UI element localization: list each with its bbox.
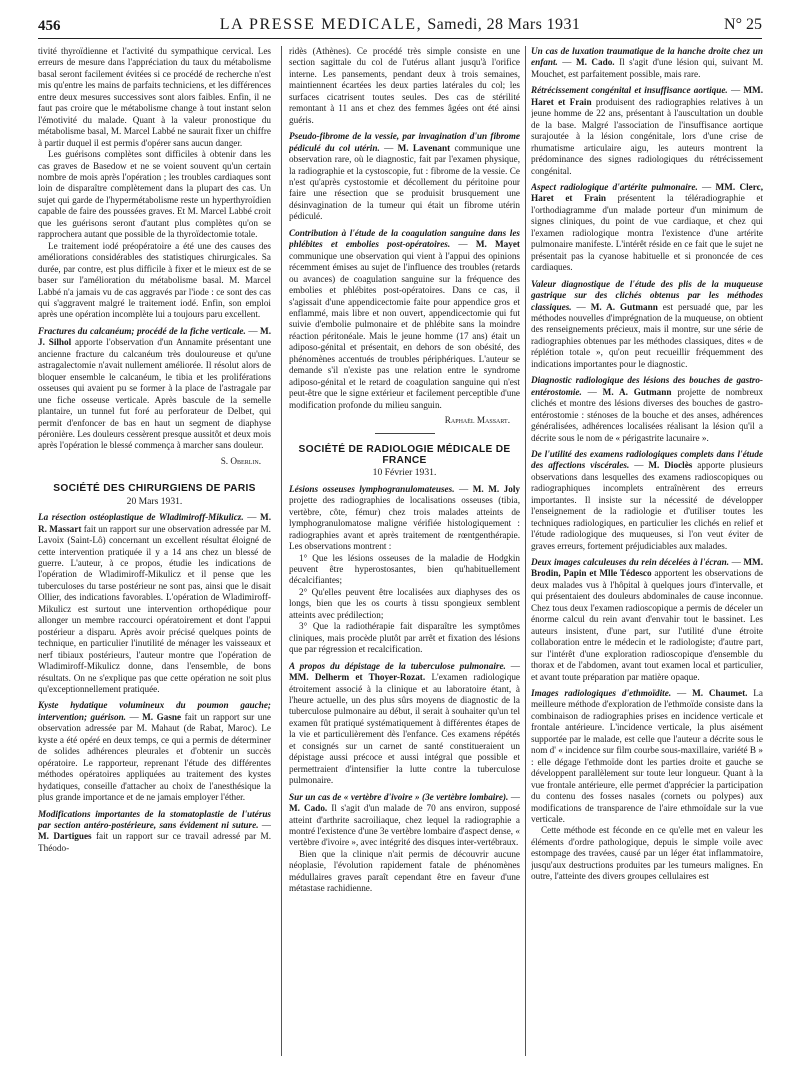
article-heading: Diagnostic radiologique des lésions des bouches de gastro-entérostomie.	[531, 375, 763, 397]
column-rule	[525, 46, 526, 1056]
article-heading: Rétrécissement congénital et insuffisance aortique.	[531, 85, 728, 96]
author-name: MM. Brodin, Papin et Mlle Tédesco	[531, 557, 763, 579]
article-text: fait un rapport sur une observation adressée par M. Lavoix (Saint-Lô) concernant un excellent résultat éloigné de cette intervention pratiquée il y a 14 ans chez un blessé de guerre. L'auteur, à ce propos, étudie les indications de l'opération de Wladimiroff-Mikulicz et il pense que les tuberculoses du tarse postérieur ne sont pas, ainsi que le disait Ollier, des indications favorables. L'opération de Wladimiroff-Mikulicz est surtout une intervention orthopédique pour allonger un membre raccourci opératoirement et dont l'appui postérieur a disparu. Après avoir précisé quelques points de technique, en particulier l'inutilité de ménager les vaisseaux et nerf tibiaux postérieurs, l'auteur montre que l'opération de Wladimiroff-Mikulicz donne, dans l'ensemble, de bons résultats. On ne s'explique pas que cette opération ne soit plus qu'exceptionnellement pratiquée.	[38, 523, 271, 695]
article	[531, 688, 763, 825]
paragraph: Le traitement iodé préopératoire a été une des causes des améliorations considérables des statistiques chirurgicales. Sa durée, par contre, est plus difficile à fixer et le mieux est de se baser sur l'amélioration du métabolisme basal. M. Marcel Labbé n'a jamais vu de cas aggravés par l'iode : ce sont des cas qui s'aggravent malgré le traitement iodé. Enfin, son emploi après une opération incomplète lui a toujours paru excellent.	[38, 240, 271, 320]
article-heading: Lésions osseuses lymphogranulomateuses.	[289, 483, 455, 494]
paragraph: 3° Que la radiothérapie fait disparaître les symptômes cliniques, mais procède plutôt par arrêt et fixation des lésions que par régression et recalcification.	[289, 621, 520, 655]
article	[531, 557, 763, 683]
article	[531, 279, 763, 371]
article-heading: Deux images calculeuses du rein décelées à l'écran.	[531, 557, 729, 568]
article	[289, 792, 520, 849]
author-name: M. Cado.	[575, 57, 615, 68]
article-heading: A propos du dépistage de la tuberculose pulmonaire.	[289, 660, 506, 671]
section-heading: SOCIÉTÉ DE RADIOLOGIE MÉDICALE DE FRANCE	[298, 443, 511, 466]
article-heading: Fractures du calcanéum; procédé de la fiche verticale.	[38, 325, 246, 336]
paragraph: Bien que la clinique n'ait permis de découvrir aucune néoplasie, l'évolution rapidement fatale de phénomènes médullaires graves paraît cependant être en faveur d'une métastase rachidienne.	[289, 848, 520, 894]
dash: —	[454, 483, 473, 494]
signature: Raphaël Massart.	[444, 415, 510, 426]
article-text: apporte l'observation d'un Annamite présentant une ancienne fracture du calcanéum très douloureuse et qu'une astragalectomie n'avait nullement améliorée. Il résolut alors de bloquer ensemble le calcanéum, le tibia et les proliférations osseuses qui avaient pu se former à la place de l'astragale par une fiche osseuse verticale. Après bascule de la semelle plantaire, un tunnel fut foré au perforateur de Delbet, qui permit d'enfoncer de bas en haut un segment de diaphyse péronière. Les douleurs cessèrent presque aussitôt et deux mois après l'opération le blessé commença à marcher sans douleur.	[38, 337, 271, 451]
article	[289, 661, 520, 787]
article	[531, 85, 763, 177]
section-heading: SOCIÉTÉ DES CHIRURGIENS DE PARIS	[53, 483, 256, 495]
author-name: M. M. Joly	[472, 483, 520, 494]
article	[38, 809, 271, 855]
article-text: Il s'agit d'un malade de 70 ans environ, supposé atteint d'arthrite sacroiliaque, chez lequel la radiographie a montré l'existence d'une 3e vertèbre lombaire d'aspect dense, « vertèbre d'ivoire », avec intégrité des disques inter-vertébraux.	[289, 803, 520, 848]
article-text: apportent les observations de deux malades vus à l'hôpital à quelques jours d'intervalle, et qui présentaient des douleurs abdominales de cause inconnue. Chez tous deux l'examen radioscopique a permis de déceler un énorme calcul du rein avant d'envahir tout le bassinet. Les auteurs insistent, d'une part, sur l'utilité d'une étroite collaboration entre le médecin et le radiologiste; d'autre part, sur l'intérêt d'une exploration radioscopique d'ensemble du thorax et de l'abdomen, avant tout examen local et particulier, et avant toute préparation par matière opaque.	[531, 568, 763, 682]
column-1	[38, 46, 271, 1056]
author-name: M. Dioclès	[648, 460, 693, 471]
dash: —	[727, 85, 744, 96]
article-text: Il s'agit d'une lésion qui, suivant M. Mouchet, est parfaitement possible, mais rare.	[531, 57, 763, 79]
dash: —	[245, 325, 261, 336]
article-text: projette de nombreux clichés et montre des lésions diverses des bouches de gastro-entérostomie : sténoses de la bouche et des anses, adhérences généralisées, adhérences localisées réalisant la lésion qu'il a décrite sous le nom de « périgastrite lacunaire ».	[531, 386, 763, 443]
dash: —	[571, 301, 591, 312]
author-name: M. Chaumet.	[692, 688, 748, 699]
article-text: produisent des radiographies relatives à un jeune homme de 22 ans, présentant à l'auscultation un double de la base. Malgré l'association de l'insuffisance aortique surajoutée à la lésion congénitale, lors d'une crise de rhumatisme articulaire aigu, les auteurs montrent la prédominance des signes radiologiques du rétrécissement congénital.	[531, 96, 763, 176]
author-name: M. R. Massart	[38, 512, 271, 534]
dash: —	[581, 386, 603, 397]
paragraph: 1° Que les lésions osseuses de la maladie de Hodgkin peuvent être hyperostosantes, bien qu'habituellement décalcifiantes;	[289, 552, 520, 586]
article-heading: Sur un cas de « vertèbre d'ivoire » (3e vertèbre lombaire).	[289, 791, 509, 802]
article	[531, 449, 763, 552]
article	[38, 512, 271, 695]
article-heading: Contribution à l'étude de la coagulation sanguine dans les phlébites et embolies post-opératoires.	[289, 227, 520, 250]
author-name: M. J. Silhol	[38, 325, 271, 348]
article	[531, 182, 763, 274]
column-3	[531, 46, 763, 1056]
signature: S. Oberlin.	[220, 455, 261, 466]
section-date: 20 Mars 1931.	[126, 495, 183, 507]
article	[289, 131, 520, 223]
paragraph: tivité thyroïdienne et l'activité du sympathique cervical. Les erreurs de mesure dans l'appréciation du taux du métabolisme basal seront facilement évitées si ce procédé de recherche n'est mis qu'entre les mains de parfaits techniciens, et les différences entre deux mesures successives sont alors faibles. Enfin, il ne faut pas croire que le métabolisme change à tout instant selon l'émotivité du malade. Quant à la valeur pronostique du métabolisme basal, M. Marcel Labbé ne saurait fixer un chiffre à partir duquel il est permis d'opérer sans aucun danger.	[38, 46, 271, 148]
article	[289, 484, 520, 553]
author-name: MM. Delherm et Thoyer-Rozat.	[289, 672, 426, 683]
article	[38, 700, 271, 803]
article-text: est persuadé que, par les méthodes nouvelles d'imprégnation de la muqueuse, on obtient des renseignements précieux, mais il montre, sur une série de radiographies obtenues par les méthodes classiques, dites « de réplétion totale », qu'on peut recueillir fréquemment des indications importantes pour le diagnostic.	[531, 301, 763, 369]
dash: —	[379, 142, 398, 153]
paragraph: Cette méthode est féconde en ce qu'elle met en valeur les éléments d'ordre pathologique, depuis le simple voile avec estompage des travées, causé par un léger état inflammatoire, jusqu'aux destructions produites par les tumeurs malignes. En outre, l'atteinte des divers groupes cellulaires est	[531, 825, 763, 882]
author-name: MM. Haret et Frain	[531, 85, 763, 107]
paragraph: 2° Qu'elles peuvent être localisées aux diaphyses des os longs, bien que les os courts à tissu spongieux semblent atteints avec prédilection;	[289, 586, 520, 620]
paragraph: ridès (Athènes). Ce procédé très simple consiste en une section sagittale du col de l'utérus allant jusqu'à l'orifice interne. Les pansements, pendant deux à trois semaines, maintiennent écartées les deux parties latérales du col; les surfaces cicatrisent toutes seules. Des cas de stérilité remontant à 11 ans et chez des femmes âgées ont été ainsi guéris.	[289, 46, 520, 125]
dash: —	[508, 791, 520, 802]
column-2	[289, 46, 520, 1056]
dash: —	[243, 512, 261, 523]
author-name: M. Gasne	[142, 711, 182, 722]
article-heading: Aspect radiologique d'artérite pulmonaire.	[531, 181, 698, 192]
dash: —	[125, 711, 143, 722]
article-text: fait un rapport sur ce travail adressé par M. Théodo-	[38, 831, 271, 853]
dash: —	[729, 557, 744, 568]
article-text: fait un rapport sur une observation adressée par M. Mahaut (de Rabat, Maroc). Le kyste a été opéré en deux temps, ce qui a permis de déterminer de solides adhérences pleurales et d'obtenir un succès opératoire. Le rapporteur, reprenant l'étude des différentes méthodes opératoires appliquées au traitement des kystes hydatiques, conseille d'attacher au choix de l'anesthésique la plus grande importance et de ne jamais employer l'éther.	[38, 711, 271, 803]
article	[531, 46, 763, 80]
author-name: M. Dartigues	[38, 831, 92, 842]
issue-number: N° 25	[724, 16, 762, 33]
author-name: M. Mayet	[475, 239, 520, 250]
page-number: 456	[38, 18, 61, 34]
article-text: L'examen radiologique étroitement associé à la clinique et au laboratoire étant, à l'heure actuelle, un des plus sûrs moyens de diagnostic de la tuberculose pulmonaire au début, il serait à souhaiter qu'un tel examen fût pratiqué systématiquement à différentes étapes de la vie et particulièrement dès l'enfance. Ces examens répétés et consignés sur un carnet de santé constitueraient un dépistage aussi précoce et aussi intégral que possible et permettraient d'intensifier la lutte contre la tuberculose pulmonaire.	[289, 672, 520, 786]
article-heading: Kyste hydatique volumineux du poumon gauche; intervention; guérison.	[38, 700, 271, 722]
section-date: 10 Février 1931.	[372, 467, 437, 479]
author-name: M. Cado.	[289, 803, 328, 814]
author-name: MM. Clerc, Haret et Frain	[531, 181, 763, 204]
dash: —	[671, 688, 693, 699]
article	[38, 326, 271, 452]
article-heading: Pseudo-fibrome de la vessie, par invagination d'un fibrome pédiculé du col utérin.	[289, 131, 520, 153]
article-text: présentent la téléradiographie et l'orthodiagramme d'un malade porteur d'un minimum de signes cliniques, du point de vue cardiaque, et chez qui l'examen radiologique montra l'existence d'une artérite pulmonaire manifeste. L'intérêt réside en ce fait que le sujet ne présentait pas la cyanose habituelle et si prononcée de ces cardiaques.	[531, 193, 763, 273]
issue-date: Samedi, 28 Mars 1931	[427, 16, 581, 33]
article-text: La meilleure méthode d'exploration de l'ethmoïde consiste dans la combinaison de radiographies prises en incidence verticale et frontale antérieure. L'incidence verticale, la plus aisément supportée par le malade, est celle que l'auteur a décrite sous le nom d' « incidence sur film courbe sous-maxillaire, variété B » : elle dégage l'ethmoïde dont les parties droite et gauche se développent parallèlement sur toute leur longueur. Quant à la vue frontale antérieure, elle permet d'apprécier la participation du contenu des fosses nasales (cornets ou polypes) aux modifications de transparence de l'aire ethmoïdale sur la vue verticale.	[531, 688, 763, 824]
paragraph: Les guérisons complètes sont difficiles à obtenir dans les cas graves de Basedow et ne se voient souvent qu'un certain nombre de mois après l'opération ; les troubles cardiaques sont loin de disparaître complètement dans la plupart des cas. Un sujet qui garde de l'hypermétabolisme reste un hyperthyroïdien capable de faire des poussées graves. Et M. Marcel Labbé croit que les guérisons seront d'autant plus complètes qu'on se rapprochera autant que possible de la thyroïdectomie totale.	[38, 149, 271, 240]
author-name: M. A. Gutmann	[602, 386, 672, 397]
article-heading: Un cas de luxation traumatique de la hanche droite chez un enfant.	[531, 46, 763, 68]
dash: —	[697, 181, 716, 192]
article-text: communique une observation qui vient à l'appui des opinions récemment émises au sujet de l'influence des troubles (retards ou avances) de coagulation sanguine sur la fréquence des embolies et phlébites post-opératoires. Dans ce cas, il s'agissait d'une appendicectomie faite pour appendice gros et enflammé, mais libre et non ouvert, appendicectomie qui fut suivie d'embolie pulmonaire et de phlébite sans la moindre réaction péritonéale. Mais le jeune homme (17 ans) était un adiposo-génital et présentait, en dehors de son obésité, des phénomènes accentués de troubles périphériques. L'auteur se demande s'il n'existe pas une relation entre le syndrome adiposo-génital et le retard de coagulation sanguine qui n'est peut-être que le signe extérieur et facilement perceptible d'une modification profonde du milieu sanguin.	[289, 250, 520, 410]
article-text: communique une observation rare, où le diagnostic, fait par l'examen physique, la radiographie et la cystoscopie, fut : fibrome de la vessie. Ce n'est qu'après cystostomie et décollement du péritoine pour faire une résection que se produisit brusquement une désinvagination de la tumeur qui était un fibrome utérin pédiculé.	[289, 142, 520, 222]
masthead-title	[38, 16, 762, 34]
dash: —	[505, 660, 520, 671]
column-rule	[281, 46, 282, 1056]
article-text: projette des radiographies de localisations osseuses (tibia, vertèbre, côte, fémur) chez trois malades atteints de lymphogranulomatose maligne vérifiée histologiquement : radiographies avant et après traitement de rœntgenthérapie. Les observations montrent :	[289, 495, 520, 552]
article-heading: Images radiologiques d'ethmoïdite.	[531, 688, 672, 699]
article-heading: De l'utilité des examens radiologiques complets dans l'étude des affections viscérales.	[531, 448, 763, 471]
author-name: M. Lavenant	[397, 142, 451, 153]
article-heading: La résection ostéoplastique de Wladimiroff-Mikulicz.	[38, 512, 244, 523]
journal-title: LA PRESSE MEDICALE,	[219, 16, 423, 33]
dash: —	[450, 239, 476, 250]
author-name: M. A. Gutmann	[590, 301, 658, 312]
article-heading: Valeur diagnostique de l'étude des plis de la muqueuse gastrique sur des clichés obtenus par les méthodes classiques.	[531, 278, 763, 312]
dash: —	[258, 820, 271, 830]
article-heading: Modifications importantes de la stomatoplastie de l'utérus par section antéro-postérieure, sans évidement ni suture.	[38, 808, 271, 830]
article	[531, 375, 763, 444]
separator-rule	[375, 433, 435, 434]
dash: —	[629, 460, 649, 471]
masthead	[38, 16, 762, 39]
dash: —	[557, 57, 576, 68]
article	[289, 228, 520, 411]
article-text: apporte plusieurs observations dans lesquelles des examens radioscopiques ou radiographiques incomplets entraînèrent des erreurs importantes. Il insiste sur la nécessité de développer l'enseignement de la radiologie et d'utiliser toutes les techniques radiologiques, en particulier les clichés en relief et l'étude radiologique des muqueuses, si l'on veut éviter de graves erreurs, fortement préjudiciables aux malades.	[531, 460, 763, 551]
